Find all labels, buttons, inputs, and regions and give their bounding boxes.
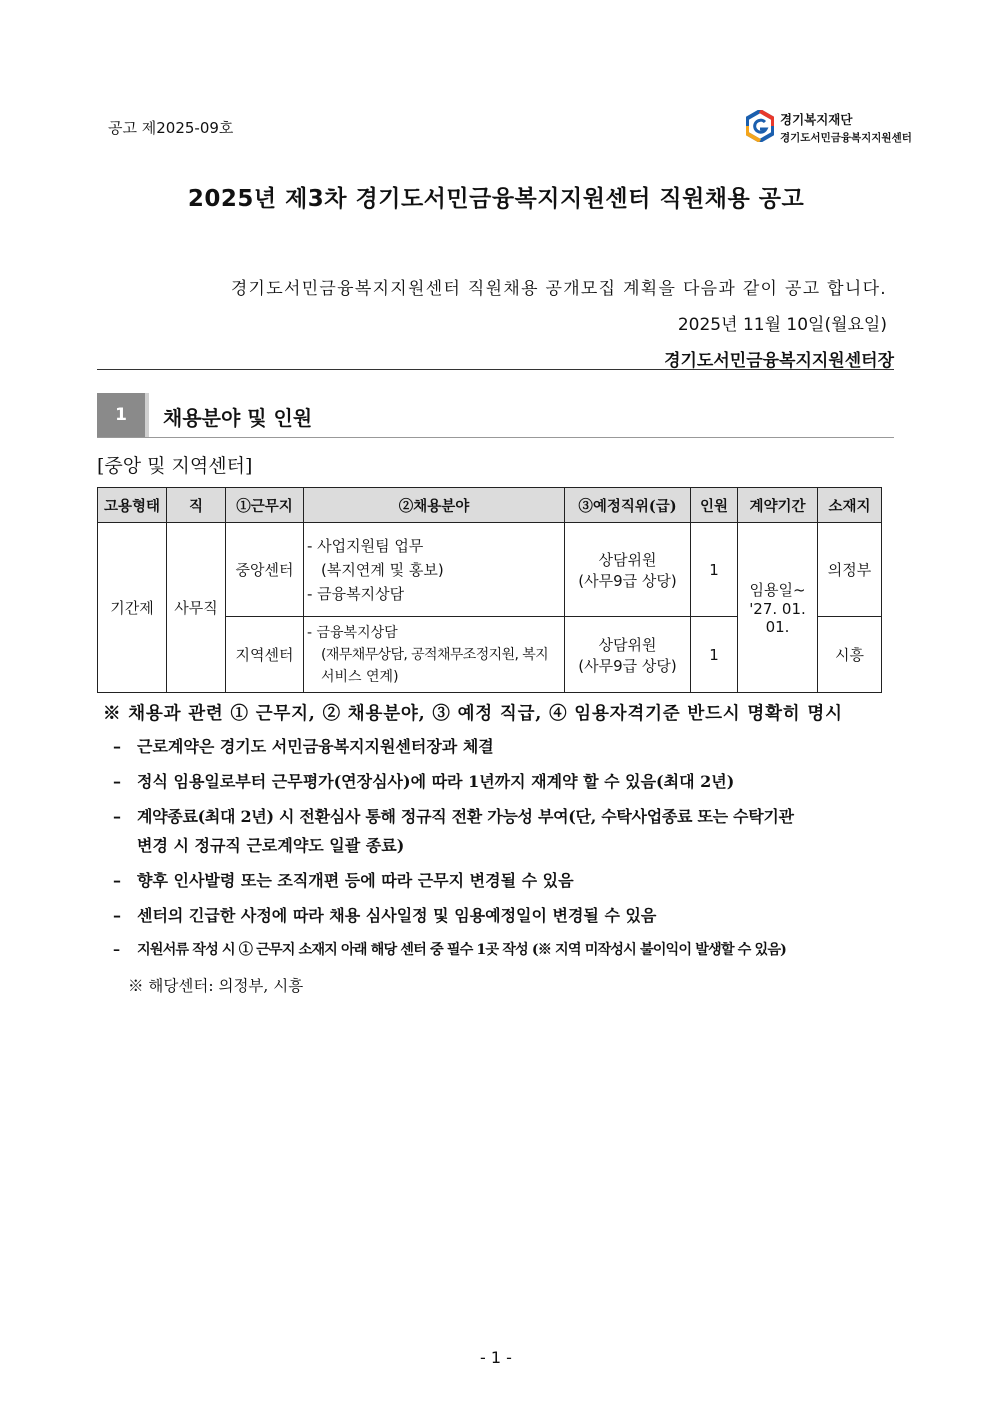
headcount: 1 <box>691 617 738 693</box>
contract-end: '27. 01. 01. <box>749 600 806 636</box>
table-header: 계약기간 <box>738 488 818 523</box>
recruitment-table <box>97 487 882 693</box>
contract-start: 임용일~ <box>749 581 806 599</box>
list-item <box>113 939 903 962</box>
table-header: ①근무지 <box>226 488 304 523</box>
page-number: - 1 - <box>480 1348 512 1367</box>
position-title: 상담위원 <box>598 550 657 569</box>
recruit-field-line: - 사업지원팀 업무 <box>307 536 424 555</box>
notice-number: 공고 제2025-09호 <box>108 119 234 137</box>
list-item-text: 센터의 긴급한 사정에 따라 채용 심사일정 및 임용예정일이 변경될 수 있음 <box>137 906 657 925</box>
table-header: 직 <box>167 488 226 523</box>
list-item <box>113 869 903 892</box>
section-title: 채용분야 및 인원 <box>163 406 313 430</box>
planned-position <box>565 523 691 617</box>
dash-marker: – <box>113 737 121 756</box>
list-item <box>113 805 903 828</box>
list-item-text: 지원서류 작성 시 ① 근무지 소재지 아래 해당 센터 중 필수 1곳 작성 (※ 지역 미작성시 불이익이 발생할 수 있음) <box>137 942 786 958</box>
employment-type: 기간제 <box>98 523 167 693</box>
recruit-field <box>304 617 565 693</box>
location: 의정부 <box>818 523 882 617</box>
recruit-field <box>304 523 565 617</box>
headcount: 1 <box>691 523 738 617</box>
section-number: 1 <box>97 393 145 437</box>
position-title: 상담위원 <box>598 635 657 654</box>
job-type: 사무직 <box>167 523 226 693</box>
list-item-text: 정식 임용일로부터 근무평가(연장심사)에 따라 1년까지 재계약 할 수 있음(최대 2년) <box>137 772 735 791</box>
announcement-date: 2025년 11월 10일(월요일) <box>677 315 887 335</box>
dash-marker: – <box>113 807 121 826</box>
position-grade: (사무9급 상당) <box>578 571 677 590</box>
dash-marker: – <box>113 942 120 958</box>
list-item-text: 근로계약은 경기도 서민금융복지지원센터장과 체결 <box>137 737 494 756</box>
recruit-field-line: (복지연계 및 홍보) <box>321 560 444 579</box>
logo-name: 경기복지재단 <box>780 112 853 127</box>
divider <box>97 369 894 370</box>
table-subheading: [중앙 및 지역센터] <box>97 455 253 477</box>
dash-marker: – <box>113 871 121 890</box>
workplace: 지역센터 <box>226 617 304 693</box>
table-header: ②채용분야 <box>304 488 565 523</box>
sub-note: ※ 해당센터: 의정부, 시흥 <box>128 977 304 995</box>
recruit-field-line: - 금융복지상담 <box>307 624 398 641</box>
planned-position <box>565 617 691 693</box>
notes-list <box>103 700 903 996</box>
location: 시흥 <box>818 617 882 693</box>
foundation-logo <box>746 108 916 150</box>
notes-star-line: ※ 채용과 관련 ① 근무지, ② 채용분야, ③ 예정 직급, ④ 임용자격기준 반드시 명확히 명시 <box>103 704 843 724</box>
list-item-text: 향후 인사발령 또는 조직개편 등에 따라 근무지 변경될 수 있음 <box>137 871 574 890</box>
workplace: 중앙센터 <box>226 523 304 617</box>
contract-period <box>738 523 818 693</box>
table-row <box>98 523 882 617</box>
table-header: 고용형태 <box>98 488 167 523</box>
table-header: ③예정직위(급) <box>565 488 691 523</box>
list-item <box>113 735 903 758</box>
foundation-logo-icon <box>746 110 774 142</box>
recruit-field-line: 서비스 연계) <box>321 668 399 685</box>
intro-text: 경기도서민금융복지지원센터 직원채용 공개모집 계획을 다음과 같이 공고 합니다. <box>230 279 887 299</box>
signer: 경기도서민금융복지지원센터장 <box>664 351 894 371</box>
dash-marker: – <box>113 772 121 791</box>
page-title: 2025년 제3차 경기도서민금융복지지원센터 직원채용 공고 <box>187 186 805 212</box>
table-header: 인원 <box>691 488 738 523</box>
logo-subtitle: 경기도서민금융복지지원센터 <box>780 132 912 144</box>
list-item-text: 계약종료(최대 2년) 시 전환심사 통해 정규직 전환 가능성 부여(단, 수탁사업종료 또는 수탁기관 <box>137 807 794 826</box>
table-header-row <box>98 488 882 523</box>
list-item-continued: 변경 시 정규직 근로계약도 일괄 종료) <box>137 836 405 855</box>
recruit-field-line: - 금융복지상담 <box>307 584 405 603</box>
recruit-field-line: (재무채무상담, 공적채무조정지원, 복지 <box>321 646 549 663</box>
section-heading <box>97 393 894 438</box>
dash-marker: – <box>113 906 121 925</box>
list-item <box>113 770 903 793</box>
table-header: 소재지 <box>818 488 882 523</box>
list-item <box>113 904 903 927</box>
position-grade: (사무9급 상당) <box>578 656 677 675</box>
